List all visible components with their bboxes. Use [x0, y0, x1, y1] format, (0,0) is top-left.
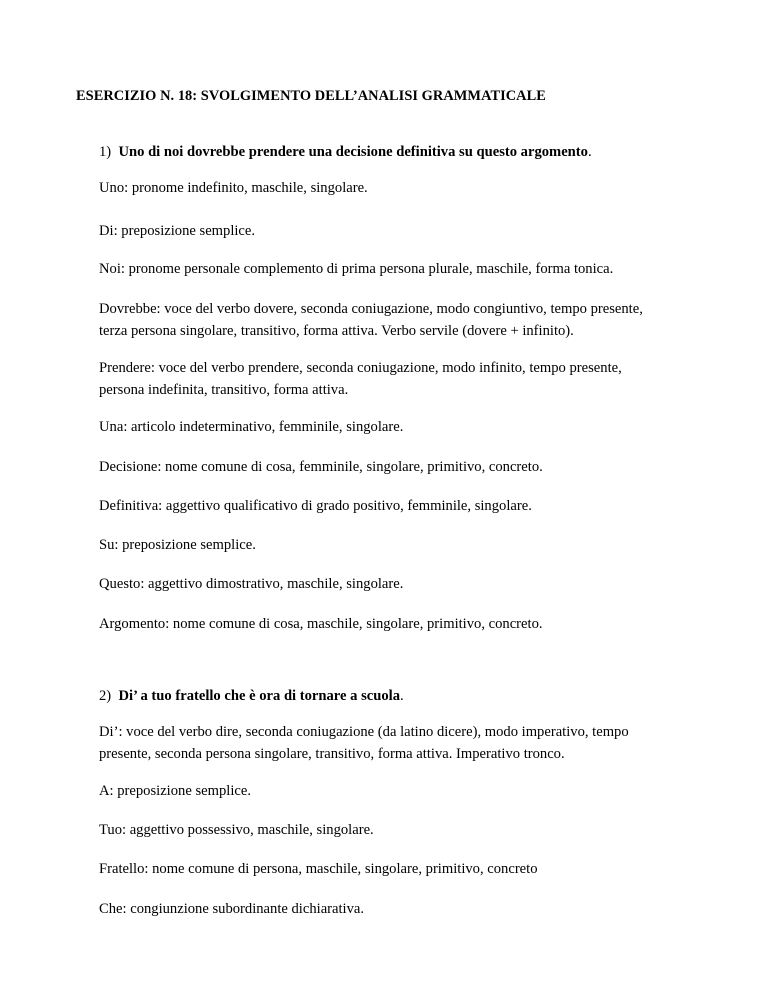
- entry-text: Di: preposizione semplice.: [99, 223, 256, 239]
- entry-text-continued: persona indefinita, transitivo, forma attiva.: [99, 382, 349, 398]
- entry-text: Decisione: nome comune di cosa, femminile, singolare, primitivo, concreto.: [99, 459, 543, 475]
- section-heading-1: [99, 144, 592, 161]
- section-sentence: Uno di noi dovrebbe prendere una decisione definitiva su questo argomento: [118, 144, 588, 160]
- entry-text: Uno: pronome indefinito, maschile, singolare.: [99, 180, 368, 196]
- analysis-entry: [99, 573, 403, 595]
- analysis-entry: [99, 357, 622, 401]
- analysis-entry: [99, 898, 364, 920]
- entry-text: Tuo: aggettivo possessivo, maschile, singolare.: [99, 822, 374, 838]
- entry-text: Noi: pronome personale complemento di prima persona plurale, maschile, forma tonica.: [99, 261, 614, 277]
- section-heading-2: [99, 688, 404, 705]
- section-number: 2): [99, 688, 112, 704]
- analysis-entry: [99, 495, 532, 517]
- analysis-entry: [99, 534, 256, 556]
- section-sentence: Di’ a tuo fratello che è ora di tornare a scuola: [118, 688, 401, 704]
- analysis-entry: [99, 456, 543, 478]
- entry-text: Questo: aggettivo dimostrativo, maschile, singolare.: [99, 576, 404, 592]
- entry-text: Una: articolo indeterminativo, femminile, singolare.: [99, 419, 404, 435]
- analysis-entry: [99, 258, 613, 280]
- analysis-entry: [99, 858, 538, 880]
- analysis-entry: [99, 780, 251, 802]
- analysis-entry: [99, 416, 403, 438]
- entry-text: Dovrebbe: voce del verbo dovere, seconda coniugazione, modo congiuntivo, tempo presente,: [99, 301, 643, 317]
- entry-text: Di’: voce del verbo dire, seconda coniugazione (da latino dicere), modo imperativo, tempo: [99, 724, 629, 740]
- entry-text: Prendere: voce del verbo prendere, seconda coniugazione, modo infinito, tempo presente,: [99, 360, 622, 376]
- analysis-entry: [99, 220, 255, 242]
- analysis-entry: [99, 613, 543, 635]
- section-number: 1): [99, 144, 112, 160]
- document-title: ESERCIZIO N. 18: SVOLGIMENTO DELL’ANALISI GRAMMATICALE: [76, 88, 546, 104]
- entry-text: Definitiva: aggettivo qualificativo di grado positivo, femminile, singolare.: [99, 498, 532, 514]
- entry-text: Fratello: nome comune di persona, maschile, singolare, primitivo, concreto: [99, 861, 538, 877]
- entry-text: Su: preposizione semplice.: [99, 537, 256, 553]
- entry-text-continued: terza persona singolare, transitivo, forma attiva. Verbo servile (dovere + infinito).: [99, 323, 574, 339]
- entry-text: A: preposizione semplice.: [99, 783, 251, 799]
- analysis-entry: [99, 721, 629, 765]
- analysis-entry: [99, 177, 368, 199]
- entry-text: Che: congiunzione subordinante dichiarativa.: [99, 901, 365, 917]
- analysis-entry: [99, 819, 374, 841]
- section-trailing: .: [587, 144, 592, 160]
- entry-text: Argomento: nome comune di cosa, maschile, singolare, primitivo, concreto.: [99, 616, 543, 632]
- analysis-entry: [99, 298, 643, 342]
- section-trailing: .: [400, 688, 404, 704]
- entry-text-continued: presente, seconda persona singolare, transitivo, forma attiva. Imperativo tronco.: [99, 746, 565, 762]
